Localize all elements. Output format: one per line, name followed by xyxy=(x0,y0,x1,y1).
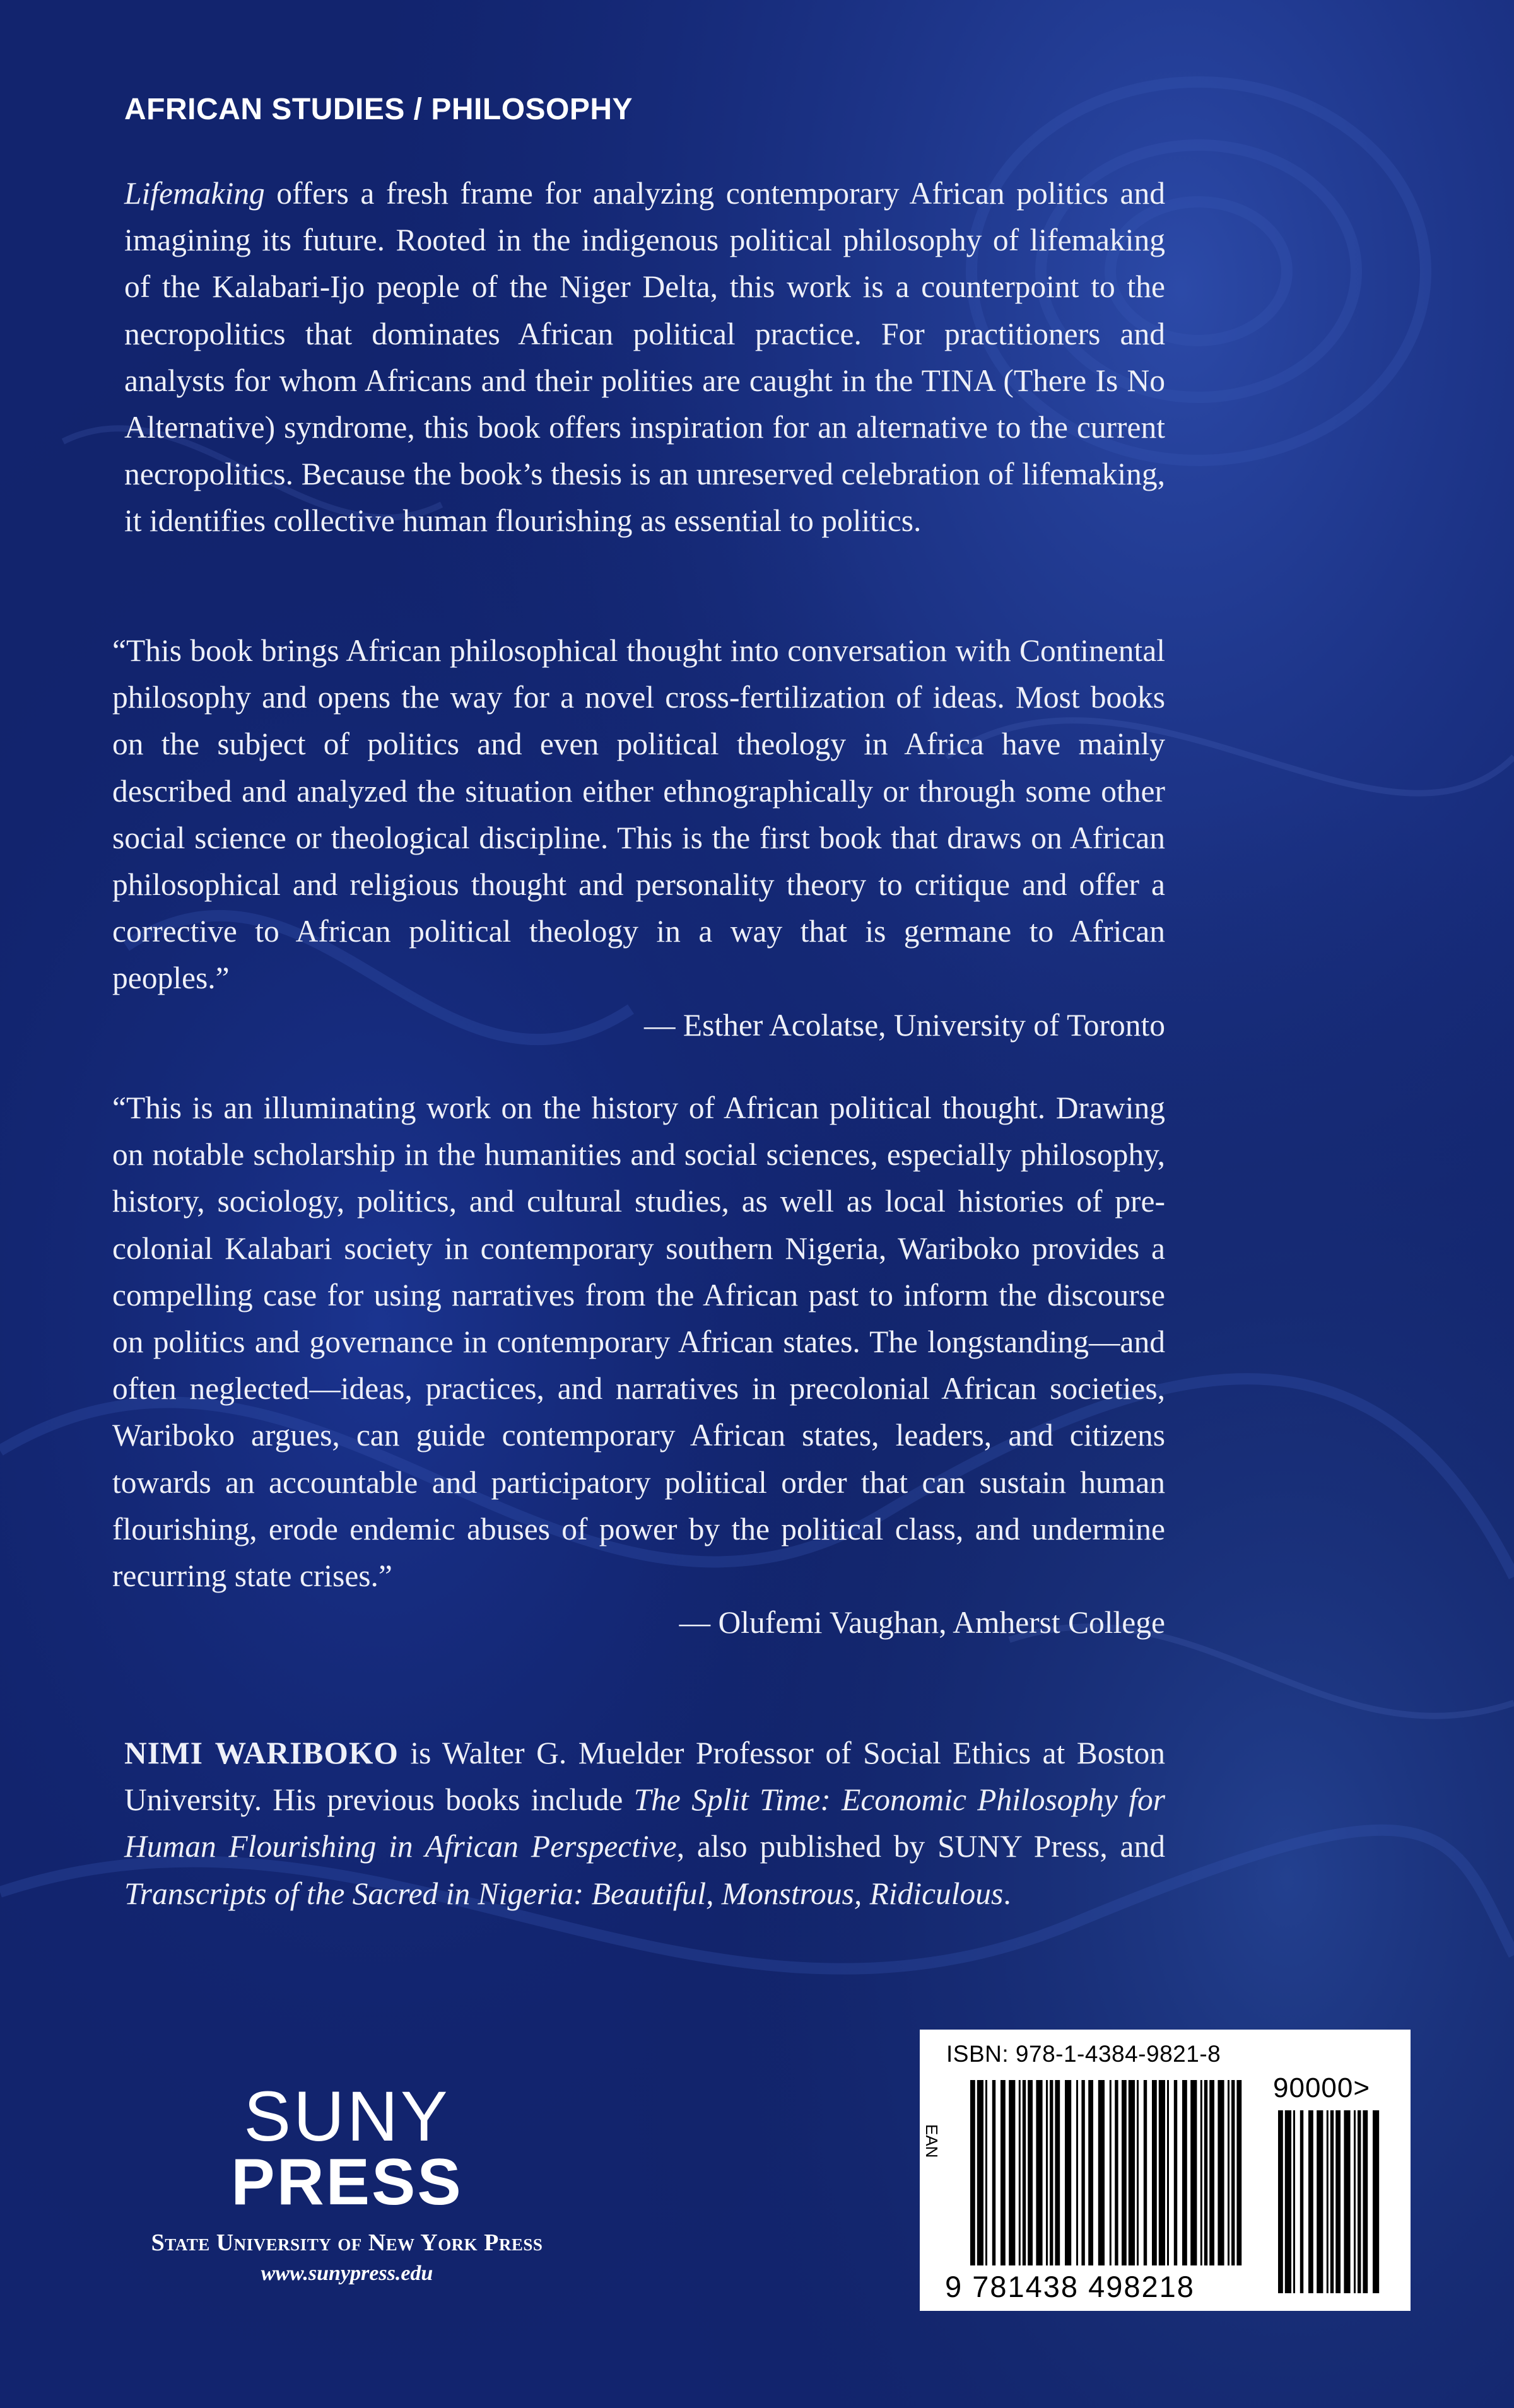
isbn-barcode xyxy=(920,2030,1411,2311)
logo-suny: SUNY xyxy=(244,2077,450,2156)
bio-text: is Walter G. Muelder Professor of Social Ethics at Boston University. His previous books include xyxy=(124,1736,1165,1818)
author-bio xyxy=(124,1730,1165,1917)
book-description xyxy=(124,170,1165,545)
endorsement-attribution: — Olufemi Vaughan, Amherst College xyxy=(679,1605,1165,1640)
previous-book-1: The Split Time: Economic Philosophy for Human Flourishing in African Perspective xyxy=(124,1782,1166,1864)
endorsement-attribution: — Esther Acolatse, University of Toronto xyxy=(644,1007,1165,1043)
price-code: 90000> xyxy=(1273,2072,1371,2103)
publisher-full-name: State University of New York Press xyxy=(151,2230,543,2256)
endorsement-quote: “This book brings African philosophical thought into conversation with Continental philosophy and opens the way for a novel cross-fertilization of ideas. Most books on the subject of politics and even political theology in Africa have mainly described and analyzed the situation either ethnographically or through some other social science or theological discipline. This is the first book that draws on African philosophical and religious thought and personality theory to critique and offer a corrective to African political theology in a way that is germane to African peoples.” xyxy=(112,633,1165,996)
endorsement-quote: “This is an illuminating work on the history of African political thought. Drawing on notable scholarship in the humanities and social sciences, especially philosophy, history, sociology, politics, and cultural studies, as well as local histories of pre-colonial Kalabari society in contemporary southern Nigeria, Wariboko provides a compelling case for using narratives from the African past to inform the discourse on politics and governance in contemporary African states. The longstanding—and often neglected—ideas, practices, and narratives in precolonial African societies, Wariboko argues, can guide contemporary African states, leaders, and citizens towards an accountable and participatory political order that can sustain human flourishing, erode endemic abuses of power by the political class, and undermine recurring state crises.” xyxy=(112,1090,1165,1594)
bio-text: . xyxy=(1003,1876,1011,1911)
isbn-label: ISBN: 978-1-4384-9821-8 xyxy=(946,2041,1221,2067)
endorsement-1 xyxy=(112,628,1165,1049)
barcode-digits: 9 781438 498218 xyxy=(945,2270,1195,2303)
endorsement-2 xyxy=(112,1085,1165,1646)
publisher-url: www.sunypress.edu xyxy=(261,2262,433,2285)
ean-label: EAN xyxy=(922,2124,941,2158)
book-title: Lifemaking xyxy=(124,176,265,211)
price-code-digits: 90000 xyxy=(1273,2072,1354,2103)
bio-text: , also published by SUNY Press, and xyxy=(676,1829,1165,1864)
author-name: NIMI WARIBOKO xyxy=(124,1736,399,1770)
description-text: offers a fresh frame for analyzing contemporary African politics and imagining its future. Rooted in the indigenous political philosophy of lifemaking of the Kalabari-Ijo people of the Niger Delta, this work is a counterpoint to the necropolitics that dominates African political practice. For practitioners and analysts for whom Africans and their polities are caught in the TINA (There Is No Alternative) syndrome, this book offers inspiration for an alternative to the current necropolitics. Because the book’s thesis is an unreserved celebration of lifemaking, it identifies collective human flourishing as essential to politics. xyxy=(124,176,1165,539)
subject-category: AFRICAN STUDIES / PHILOSOPHY xyxy=(124,93,633,126)
previous-book-2: Transcripts of the Sacred in Nigeria: Beautiful, Monstrous, Ridiculous xyxy=(124,1876,1004,1911)
logo-press: PRESS xyxy=(231,2146,463,2219)
publisher-logo xyxy=(120,2077,574,2286)
